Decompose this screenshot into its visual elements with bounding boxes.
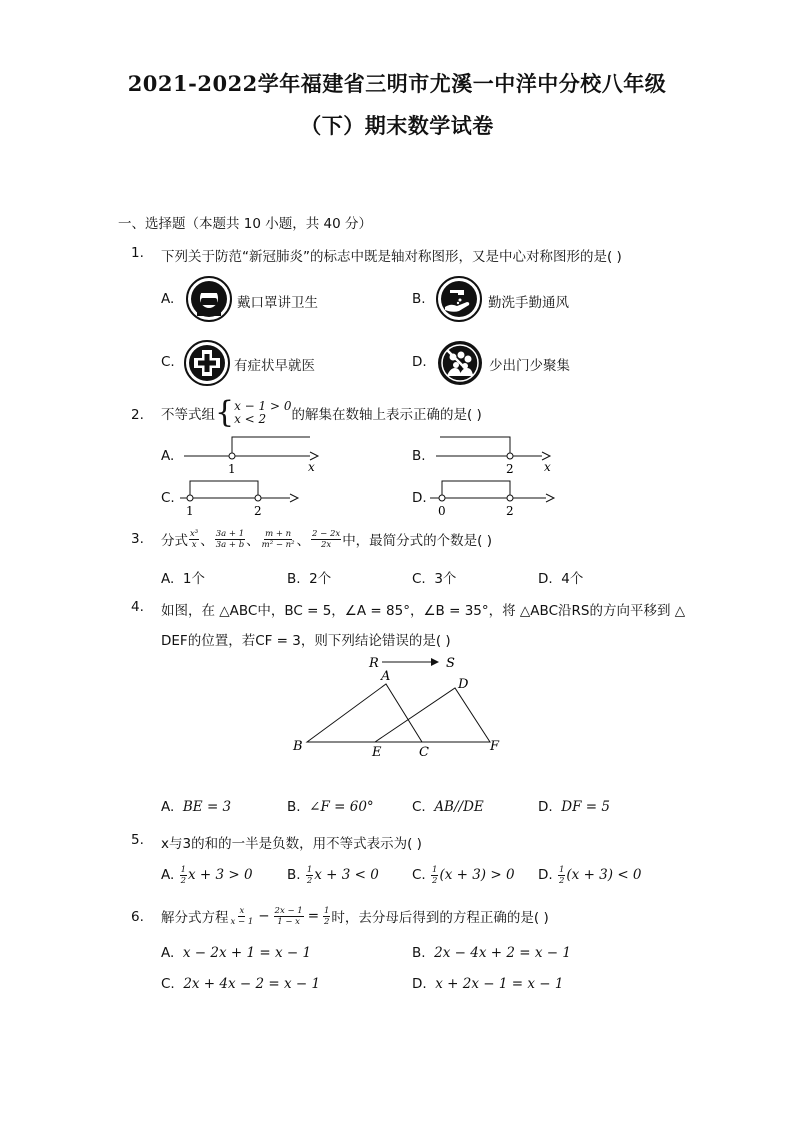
- q5-option-b-text: x + 3 < 0: [314, 867, 379, 883]
- q3-fraction-3-numerator: m + n: [265, 528, 292, 539]
- medical-cross-icon: [184, 340, 230, 386]
- q5-option-b: [287, 862, 379, 888]
- q4-option-c: [412, 799, 484, 815]
- q3-fraction-4: [311, 529, 341, 550]
- q4-option-b: [287, 799, 374, 815]
- q2-number: 2.: [131, 407, 144, 423]
- half-numerator: 1: [306, 864, 313, 875]
- q2-a-tick-1: 1: [228, 462, 236, 476]
- q2-c-tick-1: 1: [186, 504, 194, 518]
- q5-option-b-half: [306, 865, 313, 886]
- q6-option-d: [412, 976, 563, 992]
- q5-option-d-text: (x + 3) < 0: [566, 867, 642, 883]
- q6-fraction-2-numerator: 2x − 1: [274, 905, 303, 916]
- q4-figure: [285, 648, 515, 766]
- q1-option-c-letter: C.: [161, 354, 175, 370]
- q2-stem-prefix: 不等式组: [161, 407, 215, 423]
- q6-option-a-text: x − 2x + 1 = x − 1: [182, 945, 312, 961]
- label-f: F: [490, 739, 500, 754]
- q3-option-c-text: 3个: [434, 571, 457, 587]
- label-e: E: [372, 745, 382, 760]
- q4-option-c-letter: C.: [412, 799, 426, 815]
- q4-number: 4.: [131, 599, 144, 615]
- label-b: B: [293, 739, 303, 754]
- q3-option-d: [538, 567, 583, 587]
- q6-option-b: [412, 945, 571, 961]
- q4-option-a-letter: A.: [161, 799, 175, 815]
- q2-option-d-number-line: [428, 475, 568, 521]
- q6-fraction-1-denominator: x − 1: [230, 916, 254, 927]
- q3-option-d-text: 4个: [561, 571, 584, 587]
- q6-stem-prefix: 解分式方程: [161, 910, 229, 926]
- q3-fraction-3-denominator: m² − n²: [261, 539, 295, 550]
- q4-option-b-letter: B.: [287, 799, 301, 815]
- q2-option-a-letter: A.: [161, 448, 175, 464]
- q5-option-c-text: (x + 3) > 0: [439, 867, 515, 883]
- q1-stem: 下列关于防范“新冠肺炎”的标志中既是轴对称图形，又是中心对称图形的是( ): [161, 249, 622, 265]
- q4-stem-line2: DEF的位置，若CF = 3，则下列结论错误的是( ): [161, 633, 451, 649]
- q5-option-d-letter: D.: [538, 867, 553, 883]
- half-numerator: 1: [558, 864, 565, 875]
- q1-option-b-letter: B.: [412, 291, 426, 307]
- q6-minus: −: [258, 908, 270, 924]
- q6-fraction-3-denominator: 2: [324, 916, 330, 927]
- q3-fraction-3: [261, 529, 296, 550]
- q4-option-d-letter: D.: [538, 799, 553, 815]
- q4-option-c-text: AB//DE: [434, 799, 484, 815]
- crowd-prohibited-icon: [437, 340, 483, 386]
- q2-stem: [161, 395, 482, 431]
- q2-system: [234, 400, 291, 426]
- q3-stem-prefix: 分式: [161, 533, 188, 549]
- q6-equals: =: [307, 908, 319, 924]
- q3-fraction-2-denominator: 3a + b: [215, 539, 245, 550]
- q1-option-a-label: 戴口罩讲卫生: [237, 295, 318, 311]
- page-title-line1: 2021-2022学年福建省三明市尤溪一中洋中分校八年级: [127, 71, 667, 96]
- q2-a-axis-label: x: [308, 460, 315, 474]
- q2-option-a-number-line: [178, 432, 328, 476]
- section-heading: 一、选择题（本题共 10 小题，共 40 分）: [118, 216, 373, 232]
- q5-stem: x与3的和的一半是负数，用不等式表示为( ): [161, 836, 422, 852]
- label-d: D: [458, 677, 469, 692]
- q3-option-b-text: 2个: [309, 571, 332, 587]
- half-denominator: 2: [432, 875, 438, 886]
- q6-option-a-letter: A.: [161, 945, 175, 961]
- q4-option-a: [161, 799, 231, 815]
- q4-option-a-text: BE = 3: [182, 799, 232, 815]
- q3-option-b: [287, 567, 331, 587]
- mask-face-icon: [186, 276, 232, 322]
- q2-system-line2: x < 2: [234, 412, 267, 426]
- q3-separator: 、: [200, 533, 214, 549]
- q1-number: 1.: [131, 245, 144, 261]
- q6-option-c-text: 2x + 4x − 2 = x − 1: [183, 976, 321, 992]
- label-r: R: [369, 656, 379, 671]
- half-denominator: 2: [180, 875, 187, 886]
- q3-fraction-4-numerator: 2 − 2x: [312, 528, 341, 539]
- half-denominator: 2: [306, 875, 313, 886]
- page-title-line2: （下）期末数学试卷: [300, 113, 494, 138]
- q3-option-b-letter: B.: [287, 571, 301, 587]
- q6-option-b-letter: B.: [412, 945, 426, 961]
- half-numerator: 1: [180, 864, 187, 875]
- q5-option-a: [161, 862, 253, 888]
- hand-washing-icon: [436, 276, 482, 322]
- half-denominator: 2: [558, 875, 565, 886]
- q3-option-a-letter: A.: [161, 571, 175, 587]
- q3-option-d-letter: D.: [538, 571, 553, 587]
- q2-c-tick-2: 2: [254, 504, 262, 518]
- q2-d-tick-0: 0: [438, 504, 446, 518]
- q3-option-a: [161, 567, 205, 587]
- q5-option-c: [412, 862, 515, 888]
- q1-option-d-label: 少出门少聚集: [489, 358, 570, 374]
- q4-option-d-text: DF = 5: [561, 799, 610, 815]
- triangle-def: [375, 688, 490, 742]
- q2-option-b-number-line: [430, 432, 560, 476]
- q2-stem-suffix: 的解集在数轴上表示正确的是( ): [291, 407, 482, 423]
- q6-option-c-letter: C.: [161, 976, 175, 992]
- q5-number: 5.: [131, 832, 144, 848]
- triangle-abc: [307, 684, 422, 742]
- q5-option-a-letter: A.: [161, 867, 175, 883]
- q6-number: 6.: [131, 909, 144, 925]
- q2-brace: {: [215, 395, 235, 430]
- q3-stem: [161, 522, 492, 556]
- q3-separator: 、: [296, 533, 311, 549]
- q3-fraction-4-denominator: 2x: [321, 539, 332, 550]
- q2-option-c-number-line: [178, 475, 308, 521]
- q6-stem: [161, 899, 549, 933]
- q3-fraction-2-numerator: 3a + 1: [215, 528, 245, 539]
- q1-option-b-label: 勤洗手勤通风: [488, 295, 569, 311]
- q2-b-axis-label: x: [544, 460, 551, 474]
- q6-fraction-3-numerator: 1: [324, 905, 330, 916]
- q3-number: 3.: [131, 531, 144, 547]
- q2-b-tick-2: 2: [506, 462, 514, 476]
- q1-option-d-letter: D.: [412, 354, 427, 370]
- q2-option-c-letter: C.: [161, 490, 175, 506]
- q5-option-b-letter: B.: [287, 867, 301, 883]
- q6-option-c: [161, 976, 320, 992]
- q6-option-b-text: 2x − 4x + 2 = x − 1: [434, 945, 571, 961]
- q5-option-d-half: [558, 865, 565, 886]
- half-numerator: 1: [432, 864, 438, 875]
- q6-fraction-2-denominator: 1 − x: [277, 916, 300, 927]
- q3-separator: 、: [246, 533, 260, 549]
- q3-option-c-letter: C.: [412, 571, 426, 587]
- q6-fraction-1-numerator: x: [239, 905, 245, 916]
- q3-fraction-1: [189, 529, 199, 550]
- q6-stem-suffix: 时，去分母后得到的方程正确的是( ): [331, 910, 549, 926]
- q5-option-a-text: x + 3 > 0: [188, 867, 253, 883]
- label-s: S: [446, 656, 455, 671]
- q3-fraction-2: [215, 529, 245, 550]
- q6-fraction-2: [274, 906, 304, 927]
- q4-option-b-text: ∠F = 60°: [309, 799, 374, 815]
- q5-option-c-letter: C.: [412, 867, 426, 883]
- q2-system-line1: x − 1 > 0: [234, 399, 292, 413]
- q5-option-d: [538, 862, 642, 888]
- q3-stem-suffix: 中，最简分式的个数是( ): [342, 533, 493, 549]
- q5-option-c-half: [431, 865, 438, 886]
- rs-arrow-head: [431, 658, 439, 666]
- q3-option-a-text: 1个: [182, 571, 205, 587]
- q1-option-c-label: 有症状早就医: [234, 358, 315, 374]
- label-c: C: [419, 745, 429, 760]
- q1-option-a-letter: A.: [161, 291, 175, 307]
- q6-fraction-3: [323, 906, 330, 927]
- q2-option-d-letter: D.: [412, 490, 427, 506]
- q4-option-d: [538, 799, 610, 815]
- q2-option-b-letter: B.: [412, 448, 426, 464]
- q6-fraction-1: [230, 906, 255, 927]
- q3-fraction-1-denominator: x: [191, 539, 197, 550]
- q4-stem-line1: 如图，在 △ABC中，BC = 5，∠A = 85°，∠B = 35°，将 △ABC沿RS的方向平移到 △: [161, 603, 686, 619]
- q2-d-tick-2: 2: [506, 504, 514, 518]
- q3-option-c: [412, 567, 456, 587]
- label-a: A: [381, 669, 391, 684]
- q6-option-d-text: x + 2x − 1 = x − 1: [435, 976, 564, 992]
- q5-option-a-half: [180, 865, 187, 886]
- q3-fraction-1-numerator: x³: [190, 528, 199, 539]
- q6-option-a: [161, 945, 311, 961]
- q6-option-d-letter: D.: [412, 976, 427, 992]
